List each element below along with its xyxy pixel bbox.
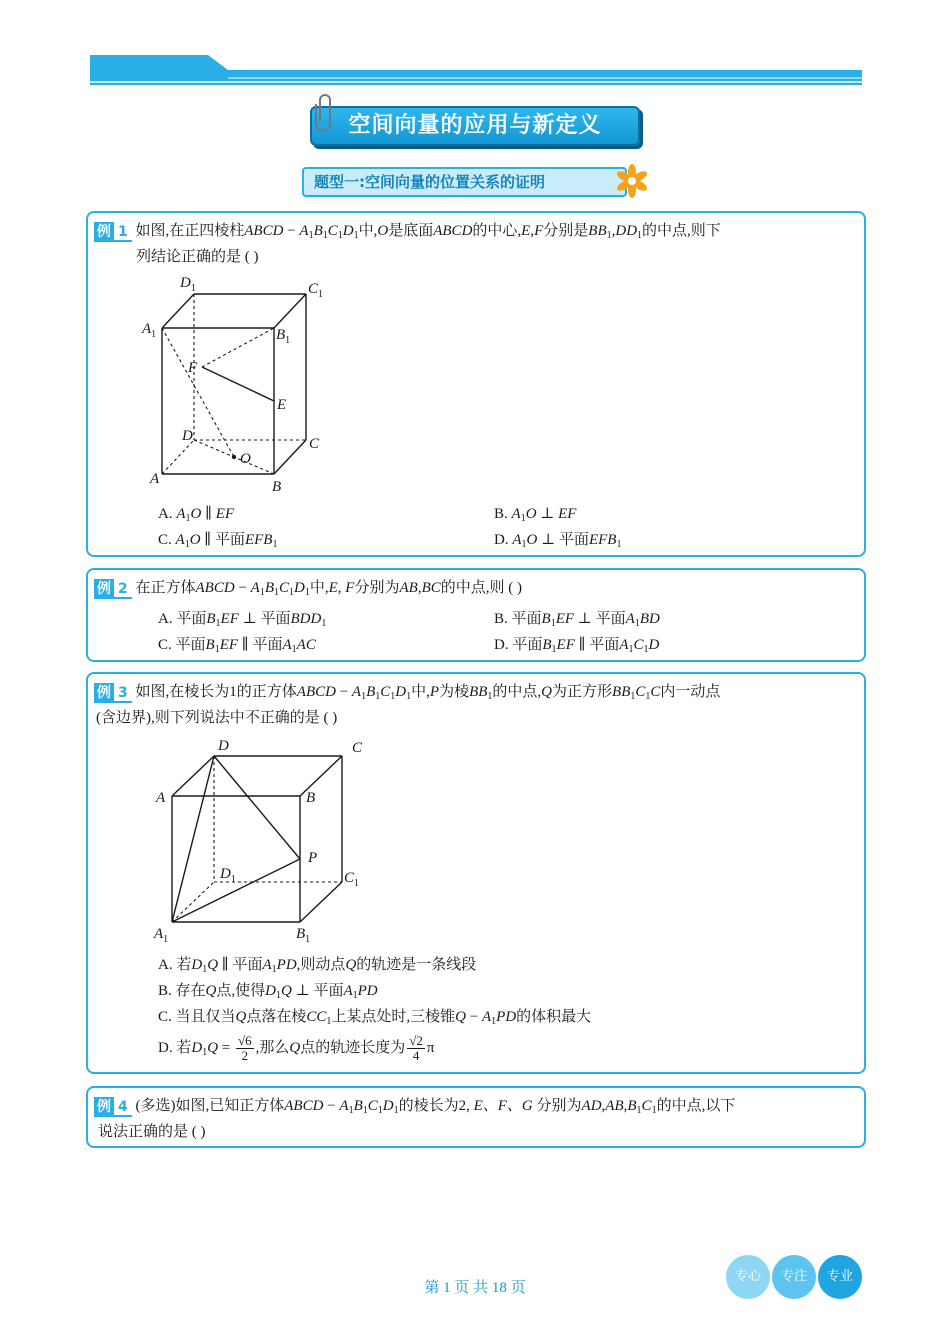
example-1-figure (138, 271, 338, 496)
example-2 (86, 568, 866, 662)
example-3-line-2: (含边界),则下列说法中不正确的是 ( ) (96, 710, 338, 726)
example-3-option-a[interactable]: A. 若$D_1Q$ ∥ 平面$A_1PD$,则动点Q的轨迹是一条线段 (158, 957, 477, 975)
fraction-sqrt2-over-4: $\frac{√2}{4}$ (409, 1033, 423, 1063)
flower-icon (614, 163, 650, 199)
example-4-line-1: 例 4 (多选)如图,已知正方体ABCD − $A_1B_1C_1D_1$的棱长为2, E、F、G 分别为$AD,AB,B_1C_1$的中点,以下 (94, 1094, 735, 1123)
example-2-option-a[interactable]: A. 平面$B_1EF$ ⊥ 平面$BDD_1$ (158, 611, 327, 629)
label-b: B (272, 479, 282, 495)
example-2-line-1: 例 2 在正方体ABCD − $A_1B_1C_1D_1$中,E, F分别为AB,BC的中点,则 ( ) (94, 576, 522, 605)
example-1-option-d[interactable]: D. $A_1O$ ⊥ 平面$EFB_1$ (494, 532, 622, 550)
label-d: D (182, 428, 193, 444)
example-2-option-c[interactable]: C. 平面$B_1EF$ ∥ 平面$A_1AC$ (158, 637, 316, 655)
page-title-block (310, 100, 640, 148)
example-3-option-b[interactable]: B. 存在Q点,使得$D_1Q$ ⊥ 平面$A_1PD$ (158, 983, 378, 1001)
label-o: O (240, 451, 251, 467)
example-tag: 例 2 (94, 577, 132, 601)
label-a: A (150, 471, 160, 487)
label-c: C (352, 740, 363, 756)
label-b: B (306, 790, 316, 806)
example-2-option-d[interactable]: D. 平面$B_1EF$ ∥ 平面$A_1C_1D$ (494, 637, 660, 655)
label-d1: $D_1$ (180, 275, 196, 294)
example-3-option-d[interactable]: D. 若$D_1Q$ = $\frac{√6}{2}$ ,那么Q点的轨迹长度为 $\frac{√2}{4}$ π (158, 1033, 435, 1063)
fraction-sqrt6-over-2: $\frac{√6}{2}$ (238, 1033, 252, 1063)
example-1-option-a[interactable]: A. $A_1O$ ∥ EF (158, 506, 235, 524)
example-1 (86, 211, 866, 557)
example-tag: 例 3 (94, 681, 132, 705)
brand-badges (726, 1255, 866, 1299)
section-title: 题型一:空间向量的位置关系的证明 (302, 167, 627, 197)
section-title-block (302, 163, 652, 201)
header-band (90, 55, 862, 85)
label-c: C (309, 436, 320, 452)
label-c1: $C_1$ (344, 870, 360, 889)
example-4-line-2: 说法正确的是 ( ) (98, 1124, 206, 1140)
label-a1: $A_1$ (142, 321, 157, 340)
label-a1: $A_1$ (154, 926, 169, 945)
example-1-option-c[interactable]: C. $A_1O$ ∥ 平面$EFB_1$ (158, 532, 278, 550)
label-d: D (218, 738, 229, 754)
badge-1: 专心 (726, 1255, 770, 1299)
label-a: A (156, 790, 166, 806)
label-f: F (188, 360, 198, 376)
label-b1: $B_1$ (296, 926, 311, 945)
label-e: E (277, 397, 287, 413)
example-1-line-1: 例 1 如图,在正四棱柱ABCD − $A_1B_1C_1D_1$中,O是底面ABCD的中心,E,F分别是$BB_1,DD_1$的中点,则下 (94, 219, 721, 248)
label-p: P (308, 850, 318, 866)
paperclip-icon (314, 92, 336, 132)
example-tag: 例 4 (94, 1095, 132, 1119)
label-d1: $D_1$ (220, 866, 236, 885)
page-number: 第 1 页 共 18 页 (424, 1280, 526, 1296)
example-tag: 例 1 (94, 220, 132, 244)
badge-3: 专业 (818, 1255, 862, 1299)
example-3-figure (146, 736, 386, 946)
example-3-line-1: 例 3 如图,在棱长为1的正方体ABCD − $A_1B_1C_1D_1$中,P为棱$BB_1$的中点,Q为正方形$BB_1C_1C$内一动点 (94, 680, 720, 709)
label-c1: $C_1$ (308, 281, 324, 300)
example-3 (86, 672, 866, 1074)
example-3-option-c[interactable]: C. 当且仅当Q点落在棱$CC_1$上某点处时,三棱锥$Q - A_1PD$的体积最大 (158, 1009, 592, 1027)
page-title: 空间向量的应用与新定义 (310, 106, 640, 146)
label-b1: $B_1$ (276, 327, 291, 346)
example-2-option-b[interactable]: B. 平面$B_1EF$ ⊥ 平面$A_1BD$ (494, 611, 660, 629)
example-1-option-b[interactable]: B. $A_1O$ ⊥ EF (494, 506, 577, 524)
example-1-line-2: 列结论正确的是 ( ) (136, 249, 259, 265)
example-4 (86, 1086, 866, 1148)
badge-2: 专注 (772, 1255, 816, 1299)
